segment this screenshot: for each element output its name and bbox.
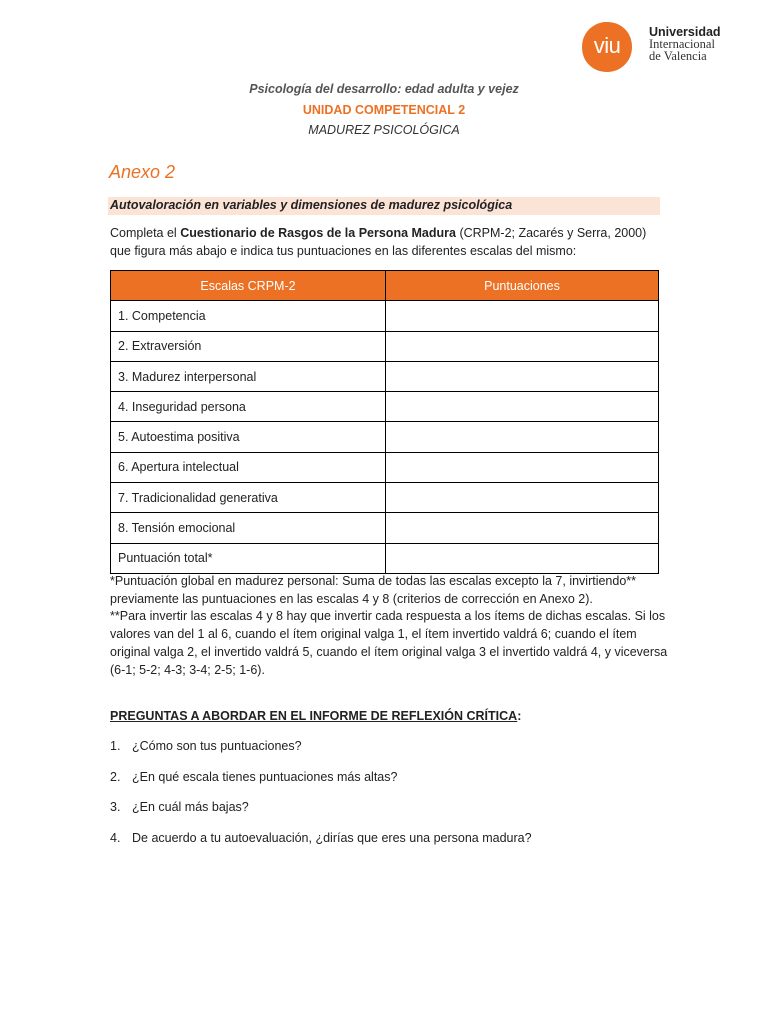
score-cell[interactable] bbox=[386, 392, 659, 422]
score-cell[interactable] bbox=[386, 483, 659, 513]
section-title: Autovaloración en variables y dimensiones de madurez psicológica bbox=[110, 198, 513, 212]
topic-title: MADUREZ PSICOLÓGICA bbox=[308, 123, 460, 137]
scale-name: 7. Tradicionalidad generativa bbox=[111, 483, 386, 513]
question-text: De acuerdo a tu autoevaluación, ¿dirías que eres una persona madura? bbox=[132, 831, 532, 845]
scales-table bbox=[110, 270, 659, 574]
header-scales: Escalas CRPM-2 bbox=[111, 271, 386, 301]
table-row bbox=[111, 331, 659, 361]
list-item bbox=[110, 739, 302, 753]
question-text: ¿En cuál más bajas? bbox=[132, 800, 249, 814]
questions-heading-text: PREGUNTAS A ABORDAR EN EL INFORME DE REFLEXIÓN CRÍTICA bbox=[110, 709, 518, 723]
questionnaire-name: Cuestionario de Rasgos de la Persona Madura bbox=[180, 226, 456, 240]
intro-after: (CRPM-2; Zacarés y Serra, 2000) que figura más abajo e indica tus puntuaciones en las diferentes escalas del mismo: bbox=[110, 226, 647, 258]
question-number: 3. bbox=[110, 800, 121, 814]
note-invert-scales: **Para invertir las escalas 4 y 8 hay que invertir cada respuesta a los ítems de dichas escalas. Si los valores van del 1 al 6, cuando el ítem original valga 1, el ítem invertido valdrá 6; cuando el ítem original valga 2, el invertido valdrá 5, cuando el ítem original valga 3 el invertido valdrá 4, y viceversa (6-1; 5-2; 4-3; 3-4; 2-5; 1-6). bbox=[110, 609, 668, 677]
scale-name: 2. Extraversión bbox=[111, 331, 386, 361]
score-cell[interactable] bbox=[386, 422, 659, 452]
question-number: 1. bbox=[110, 739, 121, 753]
table-header-row bbox=[111, 271, 659, 301]
question-number: 4. bbox=[110, 831, 121, 845]
intro-before: Completa el bbox=[110, 226, 181, 240]
scale-name: 4. Inseguridad persona bbox=[111, 392, 386, 422]
score-cell[interactable] bbox=[386, 331, 659, 361]
table-row bbox=[111, 301, 659, 331]
questions-heading-colon: : bbox=[517, 709, 522, 723]
table-row bbox=[111, 361, 659, 391]
table-row bbox=[111, 543, 659, 573]
unit-title: UNIDAD COMPETENCIAL 2 bbox=[302, 103, 466, 117]
scale-name: 5. Autoestima positiva bbox=[111, 422, 386, 452]
logo-mark: viu bbox=[593, 33, 621, 58]
score-cell[interactable] bbox=[386, 361, 659, 391]
intro-paragraph bbox=[110, 225, 670, 260]
header-scores: Puntuaciones bbox=[386, 271, 659, 301]
scale-name: 6. Apertura intelectual bbox=[111, 452, 386, 482]
score-cell[interactable] bbox=[386, 513, 659, 543]
score-cell[interactable] bbox=[386, 301, 659, 331]
logo-line-3: de Valencia bbox=[649, 49, 707, 63]
university-logo bbox=[580, 20, 730, 74]
annex-heading: Anexo 2 bbox=[109, 162, 176, 182]
score-cell[interactable] bbox=[386, 452, 659, 482]
table-row bbox=[111, 392, 659, 422]
score-cell[interactable] bbox=[386, 543, 659, 573]
table-notes bbox=[110, 573, 670, 679]
question-text: ¿Cómo son tus puntuaciones? bbox=[132, 739, 302, 753]
list-item bbox=[110, 770, 397, 784]
logo-line-2: Internacional bbox=[649, 37, 715, 51]
scale-name: Puntuación total* bbox=[111, 543, 386, 573]
scale-name: 8. Tensión emocional bbox=[111, 513, 386, 543]
table-row bbox=[111, 452, 659, 482]
logo-wordmark bbox=[649, 26, 721, 62]
table-row bbox=[111, 513, 659, 543]
question-number: 2. bbox=[110, 769, 121, 784]
list-item bbox=[110, 800, 249, 814]
course-title: Psicología del desarrollo: edad adulta y vejez bbox=[249, 82, 519, 96]
scale-name: 1. Competencia bbox=[111, 301, 386, 331]
scale-name: 3. Madurez interpersonal bbox=[111, 361, 386, 391]
table-row bbox=[111, 483, 659, 513]
question-text: ¿En qué escala tienes puntuaciones más altas? bbox=[132, 769, 398, 784]
table-row bbox=[111, 422, 659, 452]
note-total-score: *Puntuación global en madurez personal: Suma de todas las escalas excepto la 7, invirtiendo** previamente las puntuaciones en las escalas 4 y 8 (criterios de corrección en Anexo 2). bbox=[110, 574, 637, 606]
questions-heading bbox=[110, 709, 521, 723]
logo-line-1: Universidad bbox=[649, 25, 721, 39]
list-item bbox=[110, 831, 532, 845]
